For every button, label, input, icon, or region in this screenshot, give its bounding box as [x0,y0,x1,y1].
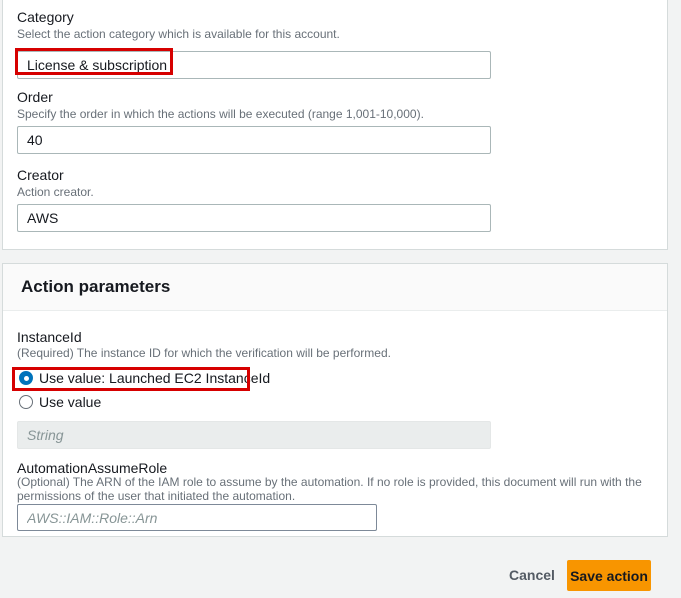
radio-use-launched-ec2-instanceid[interactable] [19,370,270,386]
radio-use-value[interactable] [19,394,101,410]
category-input[interactable] [17,51,491,79]
radio-unselected-icon[interactable] [19,395,33,409]
radio-selected-icon[interactable] [19,371,33,385]
action-parameters-title: Action parameters [21,277,171,296]
automationassumerole-input[interactable] [17,504,377,531]
automationassumerole-label: AutomationAssumeRole [17,460,168,476]
action-parameters-card [2,263,668,537]
creator-description: Action creator. [17,185,94,199]
creator-input[interactable] [17,204,491,232]
creator-label: Creator [17,167,64,183]
category-label: Category [17,9,74,25]
order-description: Specify the order in which the actions will be executed (range 1,001-10,000). [17,107,424,121]
action-parameters-header [3,264,667,311]
instanceid-value-input [17,421,491,449]
radio-use-value-label: Use value [39,394,102,410]
automationassumerole-description: (Optional) The ARN of the IAM role to assume by the automation. If no role is provided, this document will run with the permissions of the user that initiated the automation. [17,475,642,503]
instanceid-description: (Required) The instance ID for which the verification will be performed. [17,346,391,360]
save-action-button[interactable]: Save action [567,560,651,591]
instanceid-label: InstanceId [17,329,82,345]
category-description: Select the action category which is available for this account. [17,27,340,41]
order-label: Order [17,89,53,105]
action-details-card [2,0,668,250]
radio-use-launched-ec2-instanceid-label: Use value: Launched EC2 InstanceId [39,370,271,386]
cancel-button[interactable]: Cancel [509,567,555,583]
order-input[interactable] [17,126,491,154]
